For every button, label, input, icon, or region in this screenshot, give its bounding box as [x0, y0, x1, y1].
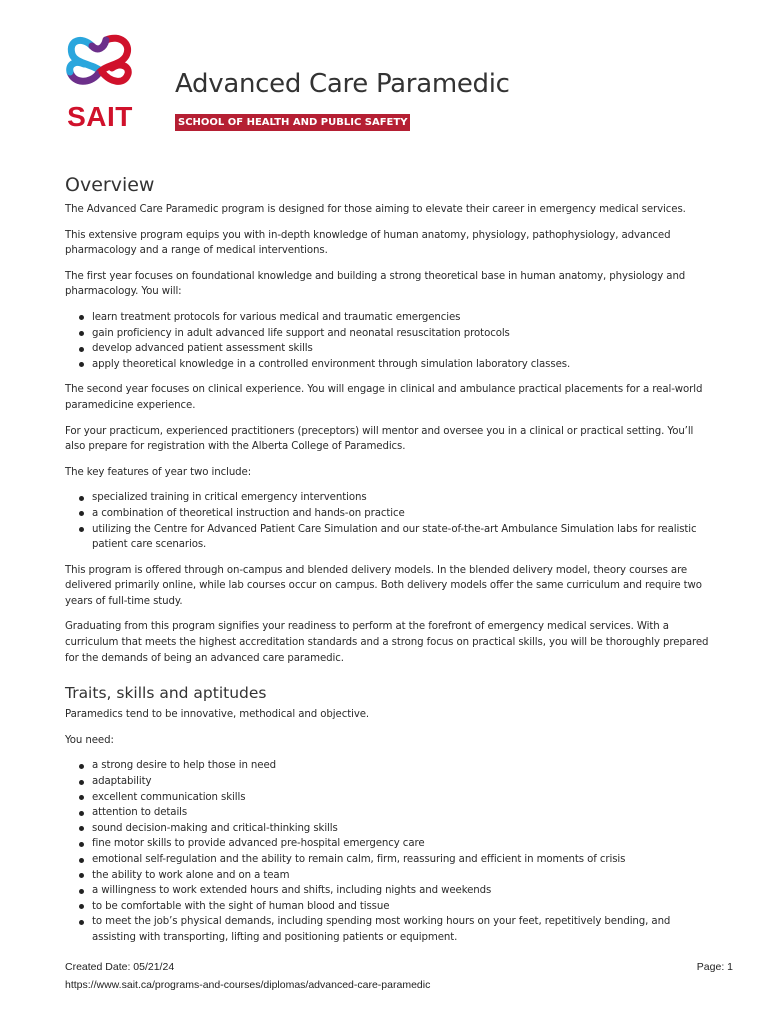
- sait-knot-icon: [62, 34, 138, 102]
- overview-paragraph: This program is offered through on-campus and blended delivery models. In the blended delivery model, theory courses are delivered primarily online, while lab courses occur on campus. Both delivery models offer the same curriculum and require two years of full-time study.: [65, 564, 702, 607]
- traits-list: [65, 758, 715, 945]
- traits-heading: Traits, skills and aptitudes: [65, 684, 267, 703]
- main-content: [65, 172, 715, 956]
- list-item: a willingness to work extended hours and shifts, including nights and weekends: [92, 883, 715, 899]
- created-date: Created Date: 05/21/24: [65, 961, 175, 973]
- traits-paragraph: Paramedics tend to be innovative, methodical and objective.: [65, 709, 370, 721]
- overview-paragraph: The Advanced Care Paramedic program is designed for those aiming to elevate their career in emergency medical services.: [65, 204, 686, 215]
- list-item: gain proficiency in adult advanced life support and neonatal resuscitation protocols: [92, 326, 715, 342]
- list-item: utilizing the Centre for Advanced Patient Care Simulation and our state-of-the-art Ambulance Simulation labs for realistic patient care scenarios.: [92, 522, 715, 553]
- list-item: to be comfortable with the sight of human blood and tissue: [92, 899, 715, 915]
- list-item: fine motor skills to provide advanced pre-hospital emergency care: [92, 836, 715, 852]
- overview-paragraph: The second year focuses on clinical experience. You will engage in clinical and ambulance practical placements for a real-world paramedicine experience.: [65, 384, 703, 411]
- list-item: adaptability: [92, 774, 715, 790]
- list-item: a combination of theoretical instruction and hands-on practice: [92, 506, 715, 522]
- list-item: to meet the job’s physical demands, including spending most working hours on your feet, repetitively bending, and assisting with transporting, lifting and positioning patients or equipment.: [92, 914, 715, 945]
- year-one-list: [65, 310, 715, 372]
- list-item: attention to details: [92, 805, 715, 821]
- overview-paragraph: The key features of year two include:: [65, 466, 252, 478]
- overview-heading: Overview: [65, 174, 155, 196]
- list-item: sound decision-making and critical-thinking skills: [92, 821, 715, 837]
- overview-paragraph: This extensive program equips you with in-depth knowledge of human anatomy, physiology, pathophysiology, advanced pharmacology and a range of medical interventions.: [65, 229, 671, 257]
- year-two-list: [65, 490, 715, 552]
- page-number: Page: 1: [696, 961, 733, 973]
- list-item: learn treatment protocols for various medical and traumatic emergencies: [92, 310, 715, 326]
- list-item: excellent communication skills: [92, 790, 715, 806]
- list-item: a strong desire to help those in need: [92, 758, 715, 774]
- list-item: develop advanced patient assessment skills: [92, 341, 715, 357]
- page-title: Advanced Care Paramedic: [175, 69, 510, 99]
- logo-wordmark: SAIT: [67, 101, 133, 132]
- school-badge: SCHOOL OF HEALTH AND PUBLIC SAFETY: [175, 114, 410, 131]
- list-item: the ability to work alone and on a team: [92, 868, 715, 884]
- source-url[interactable]: https://www.sait.ca/programs-and-courses/diplomas/advanced-care-paramedic: [65, 979, 431, 991]
- overview-paragraph: Graduating from this program signifies your readiness to perform at the forefront of emergency medical services. With a curriculum that meets the highest accreditation standards and a strong focus on practical skills, you will be thoroughly prepared for the demands of being an advanced care paramedic.: [65, 621, 709, 664]
- list-item: apply theoretical knowledge in a controlled environment through simulation laboratory classes.: [92, 357, 715, 373]
- list-item: emotional self-regulation and the ability to remain calm, firm, reassuring and efficient in moments of crisis: [92, 852, 715, 868]
- overview-paragraph: The first year focuses on foundational knowledge and building a strong theoretical base in human anatomy, physiology and pharmacology. You will:: [65, 270, 686, 298]
- overview-paragraph: For your practicum, experienced practitioners (preceptors) will mentor and oversee you in a clinical or practical setting. You’ll also prepare for registration with the Alberta College of Paramedics.: [65, 425, 694, 453]
- list-item: specialized training in critical emergency interventions: [92, 490, 715, 506]
- traits-paragraph: You need:: [65, 734, 114, 746]
- sait-logo[interactable]: [62, 34, 138, 134]
